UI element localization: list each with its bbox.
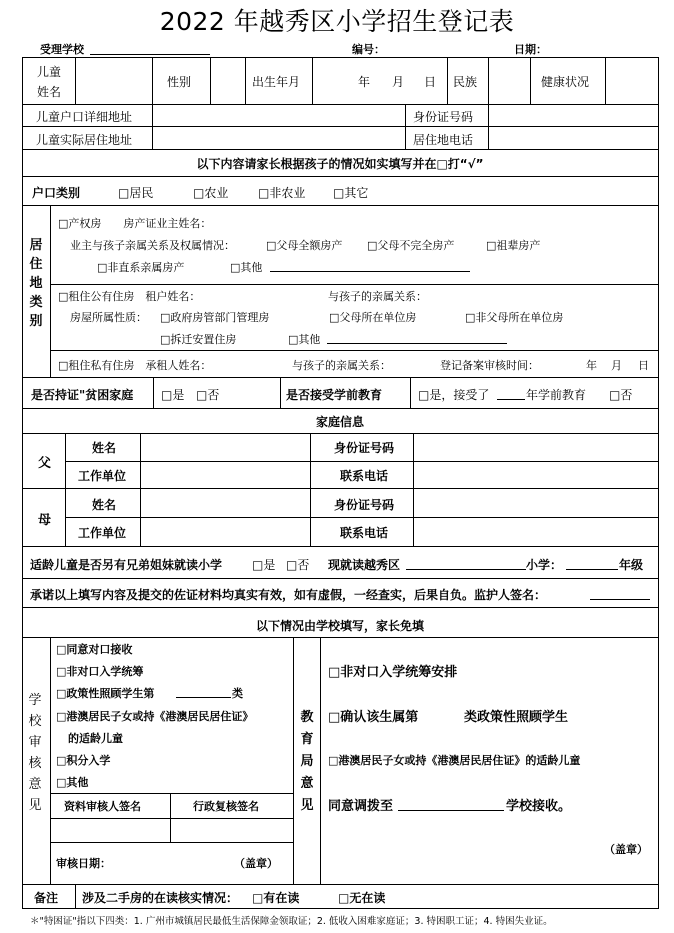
mother-work-label: 工作单位 <box>78 526 127 540</box>
own-house-line1[interactable]: □产权房 房产证业主姓名： <box>58 217 212 230</box>
school-field-line[interactable] <box>90 54 210 55</box>
school-review-label: 学校审核意见 <box>28 693 42 813</box>
mother-phone-label: 联系电话 <box>340 526 389 540</box>
poverty-no[interactable]: □否 <box>196 388 220 402</box>
hukou-opt-resident[interactable]: □居民 <box>118 186 154 200</box>
poverty-yes[interactable]: □是 <box>161 388 185 402</box>
preschool-no[interactable]: □否 <box>609 388 633 402</box>
bureau-opinion-label: 教育局意见 <box>300 710 314 813</box>
own-opt-nondirect[interactable]: □非直系亲属房产 <box>97 261 185 274</box>
reviewer-sign-label: 资料审核人签名 <box>64 800 141 813</box>
pub-opt-other[interactable]: □其他 <box>288 333 321 346</box>
school-opt-hkmacau[interactable]: □港澳居民子女或持《港澳居民居住证》 <box>56 710 254 723</box>
birth-year: 年 <box>358 75 371 89</box>
birth-label: 出生年月 <box>252 75 301 89</box>
hukou-address-label: 儿童户口详细地址 <box>36 110 133 124</box>
birth-day: 日 <box>424 75 437 89</box>
public-rent-line1[interactable]: □租住公有住房 租户姓名： <box>58 290 201 303</box>
mother-name-label: 姓名 <box>92 498 117 512</box>
school-opt-hkmacau-cont: 的适龄儿童 <box>68 732 123 745</box>
form-title: 2022 年越秀区小学招生登记表 <box>159 7 515 36</box>
school-seal: （盖章） <box>234 857 278 870</box>
bureau-seal: （盖章） <box>604 843 648 856</box>
remark-in-school[interactable]: □有在读 <box>252 891 300 905</box>
filing-month: 月 <box>611 359 622 372</box>
poverty-label: 是否持证"贫困家庭 <box>31 388 134 402</box>
remark-not-in-school[interactable]: □无在读 <box>338 891 386 905</box>
school-label: 受理学校 <box>40 43 84 56</box>
filing-day: 日 <box>638 359 649 372</box>
school-opt-nonlocal[interactable]: □非对口入学统筹 <box>56 665 144 678</box>
bureau-opt-hkmacau[interactable]: □港澳居民子女或持《港澳居民居住证》的适龄儿童 <box>328 754 581 767</box>
private-rent-relation: 与孩子的亲属关系： <box>292 359 391 372</box>
admin-sign-label: 行政复核签名 <box>193 800 259 813</box>
pub-opt-parents-unit[interactable]: □父母所在单位房 <box>329 311 417 324</box>
sibling-grade: 年级 <box>619 558 644 572</box>
living-phone-label: 居住地电话 <box>413 133 474 147</box>
father-id-label: 身份证号码 <box>334 441 395 455</box>
hukou-opt-other[interactable]: □其它 <box>333 186 369 200</box>
school-opt-points[interactable]: □积分入学 <box>56 754 111 767</box>
review-date-label: 审核日期： <box>56 857 111 870</box>
own-house-line2: 业主与孩子亲属关系及权属情况： <box>70 239 235 252</box>
bureau-transfer-suffix: 学校接收。 <box>506 799 572 814</box>
school-opt-policy-suffix: 类 <box>232 687 243 700</box>
ethnicity-label: 民族 <box>453 75 478 89</box>
preschool-years-unit: 年学前教育 <box>526 388 587 402</box>
child-name-field[interactable] <box>82 61 150 101</box>
gender-label: 性别 <box>167 75 192 89</box>
public-rent-relation: 与孩子的亲属关系： <box>328 290 427 303</box>
preschool-label: 是否接受学前教育 <box>286 388 383 402</box>
mother-id-label: 身份证号码 <box>334 498 395 512</box>
health-label: 健康状况 <box>541 75 590 89</box>
bureau-transfer-label: 同意调拨至 <box>328 799 394 814</box>
father-label: 父 <box>38 456 52 471</box>
school-opt-policy[interactable]: □政策性照顾学生第 <box>56 687 155 700</box>
sibling-current-school: 现就读越秀区 <box>328 558 401 572</box>
guardian-signature-line[interactable] <box>590 599 650 600</box>
own-opt-grandparents[interactable]: □祖辈房产 <box>486 239 541 252</box>
sibling-question: 适龄儿童是否另有兄弟姐妹就读小学 <box>30 558 223 572</box>
date-label: 日期： <box>514 43 547 56</box>
pub-opt-gov[interactable]: □政府房管部门管理房 <box>160 311 270 324</box>
mother-label: 母 <box>38 513 52 528</box>
child-name-label: 儿童 姓名 <box>37 65 62 99</box>
footnote: ＊"特困证"指以下四类：1. 广州市城镇居民最低生活保障金领取证；2. 低收入困难家庭证；3. 特困职工证；4. 特困失业证。 <box>30 916 553 927</box>
remark-label: 备注 <box>34 891 59 905</box>
school-opt-other[interactable]: □其他 <box>56 776 89 789</box>
remark-text: 涉及二手房的在读核实情况： <box>82 891 239 905</box>
own-opt-other[interactable]: □其他 <box>230 261 263 274</box>
own-opt-parents-partial[interactable]: □父母不完全房产 <box>367 239 455 252</box>
public-rent-nature: 房屋所属性质： <box>70 311 147 324</box>
bureau-opt-confirm-suffix: 类政策性照顾学生 <box>464 710 569 725</box>
filing-year: 年 <box>586 359 597 372</box>
own-opt-parents-full[interactable]: □父母全额房产 <box>266 239 343 252</box>
father-work-label: 工作单位 <box>78 469 127 483</box>
residence-type-label: 居住地类别 <box>29 238 43 329</box>
birth-month: 月 <box>392 75 405 89</box>
preschool-yes[interactable]: □是，接受了 <box>418 388 490 402</box>
number-label: 编号： <box>352 43 385 56</box>
school-section-title: 以下情况由学校填写，家长免填 <box>255 619 424 633</box>
instruction-text: 以下内容请家长根据孩子的情况如实填写并在□打“√” <box>196 157 484 171</box>
pub-opt-relocation[interactable]: □拆迁安置住房 <box>160 333 237 346</box>
id-number-label: 身份证号码 <box>413 110 474 124</box>
school-opt-accept[interactable]: □同意对口接收 <box>56 643 133 656</box>
living-address-label: 儿童实际居住地址 <box>36 133 133 147</box>
sibling-yes[interactable]: □是 <box>252 558 276 572</box>
private-rent-line[interactable]: □租住私有住房 承租人姓名： <box>58 359 212 372</box>
pledge-text: 承诺以上填写内容及提交的佐证材料均真实有效，如有虚假，一经查实，后果自负。监护人签名： <box>30 588 547 602</box>
bureau-opt-confirm[interactable]: □确认该生属第 <box>328 710 419 725</box>
family-info-title: 家庭信息 <box>315 415 364 429</box>
hukou-opt-agri[interactable]: □农业 <box>193 186 229 200</box>
private-rent-filing-time: 登记备案审核时间： <box>440 359 539 372</box>
father-name-label: 姓名 <box>92 441 117 455</box>
hukou-opt-nonagri[interactable]: □非农业 <box>258 186 306 200</box>
pub-opt-nonparents-unit[interactable]: □非父母所在单位房 <box>465 311 564 324</box>
sibling-school-suffix: 小学： <box>526 558 563 572</box>
sibling-no[interactable]: □否 <box>286 558 310 572</box>
hukou-type-label: 户口类别 <box>32 186 81 200</box>
father-phone-label: 联系电话 <box>340 469 389 483</box>
bureau-opt-nonlocal[interactable]: □非对口入学统筹安排 <box>328 665 458 680</box>
